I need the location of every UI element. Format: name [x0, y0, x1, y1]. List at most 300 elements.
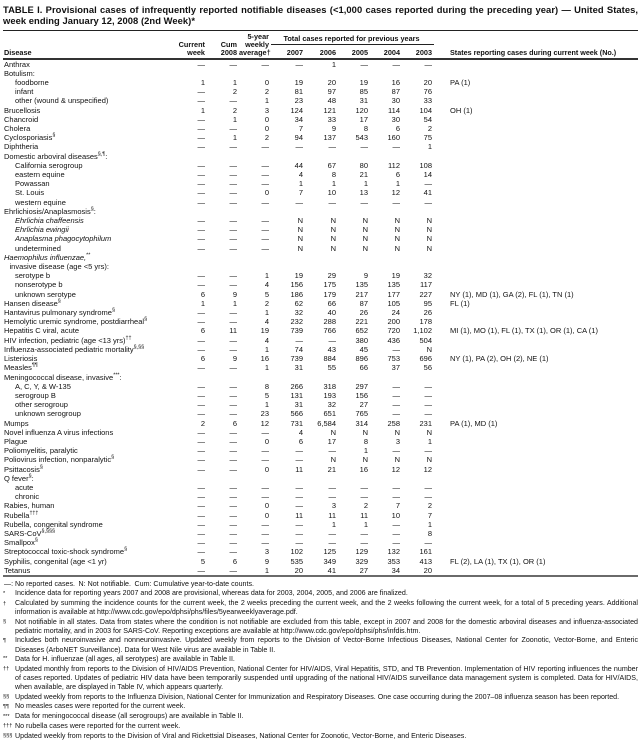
value-cell: —: [261, 179, 269, 189]
value-cell: 23: [294, 96, 303, 106]
footnote: [3, 712, 638, 722]
states-cell: [434, 474, 638, 483]
states-cell: [434, 529, 638, 538]
value-cell: 7: [298, 188, 303, 198]
value-cell: [271, 152, 305, 161]
value-cell: 137: [323, 133, 336, 143]
col-header-states-reporting: States reporting cases during current week (No.): [450, 47, 617, 57]
value-cell: [175, 207, 207, 216]
disease-cell: California serogroup: [15, 160, 83, 170]
value-cell: N: [426, 225, 433, 235]
states-cell: [434, 446, 638, 455]
states-cell: [434, 207, 638, 216]
value-cell: 11: [295, 510, 303, 520]
footnote-text: Not notifiable in all states. Data from states where the condition is not notifiable are excluded from this table, except in 2007 and 2008 for the domestic arboviral diseases and influenza-associated pediatric mortality, and in 2003 for SARS-CoV. Reporting exceptions are available at http://www.cdc.gov/epo/dphsi/phs/infdis.htm.: [15, 617, 638, 635]
disease-cell: Anthrax: [4, 59, 30, 69]
value-cell: —: [424, 492, 433, 502]
value-cell: —: [261, 492, 269, 502]
disease-cell: acute: [15, 482, 34, 492]
states-cell: [434, 198, 638, 207]
value-cell: 132: [387, 547, 400, 557]
value-cell: N: [330, 427, 336, 437]
value-cell: 8: [264, 381, 269, 391]
value-cell: [370, 253, 402, 262]
disease-cell: Hantavirus pulmonary syndrome§: [4, 307, 115, 318]
value-cell: [175, 253, 207, 262]
value-cell: 37: [391, 363, 400, 373]
value-cell: —: [229, 565, 237, 575]
value-cell: —: [424, 409, 433, 419]
footnote-symbol: ††: [3, 666, 10, 673]
value-cell: —: [360, 482, 368, 492]
value-cell: 11: [229, 326, 237, 336]
table-title: TABLE I. Provisional cases of infrequently reported notifiable diseases (<1,000 cases reported during the preceding year) — United States, week ending January 12, 2008 (2nd Week)*: [3, 4, 638, 27]
footnotes: [3, 580, 638, 742]
value-cell: —: [360, 142, 368, 152]
value-cell: 1: [331, 519, 336, 529]
value-cell: 651: [323, 409, 336, 419]
value-cell: 156: [355, 390, 368, 400]
value-cell: —: [424, 59, 433, 69]
value-cell: —: [424, 390, 433, 400]
value-cell: N: [426, 243, 433, 253]
value-cell: 1: [264, 344, 269, 354]
value-cell: 696: [419, 354, 433, 364]
states-cell: [434, 271, 638, 280]
states-cell: [434, 152, 638, 161]
states-cell: [434, 124, 638, 133]
value-cell: 175: [323, 280, 336, 290]
footnote-text: Includes both neuroinvasive and nonneuroinvasive. Updated weekly from reports to the Division of Vector-Borne Infectious Diseases, National Center for Zoonotic, Vector-Borne, and Enteric Diseases (ArboNET Surveillance). Data for West Nile virus are available in Table II.: [15, 636, 638, 654]
states-cell: [434, 373, 638, 382]
value-cell: N: [394, 243, 400, 253]
disease-cell: Hansen disease§: [4, 298, 61, 308]
value-cell: 3: [264, 547, 269, 557]
value-cell: —: [229, 197, 237, 207]
value-cell: [305, 207, 338, 216]
value-cell: 2: [264, 133, 269, 143]
value-cell: 87: [391, 87, 400, 97]
states-cell: [434, 308, 638, 317]
value-cell: —: [424, 400, 433, 410]
value-cell: —: [229, 363, 237, 373]
value-cell: —: [229, 501, 237, 511]
value-cell: 4: [264, 317, 269, 327]
footnote: [3, 702, 638, 712]
value-cell: —: [229, 59, 237, 69]
value-cell: [175, 152, 207, 161]
value-cell: 731: [290, 418, 303, 428]
table-row: [3, 96, 638, 105]
value-cell: 67: [327, 160, 336, 170]
disease-cell: Ehrlichia ewingii: [15, 225, 69, 235]
value-cell: —: [229, 188, 237, 198]
value-cell: [338, 474, 370, 483]
value-cell: 6: [298, 436, 303, 446]
value-cell: 3: [395, 436, 400, 446]
value-cell: N: [297, 216, 303, 226]
value-cell: —: [261, 519, 269, 529]
value-cell: —: [197, 482, 205, 492]
disease-cell: Meningococcal disease, invasive***:: [4, 372, 122, 382]
value-cell: 5: [264, 289, 269, 299]
value-cell: 156: [290, 280, 303, 290]
value-cell: [338, 207, 370, 216]
value-cell: [175, 262, 207, 271]
states-cell: [434, 234, 638, 243]
value-cell: 2: [264, 298, 269, 308]
value-cell: N: [362, 455, 368, 465]
table-row: [3, 419, 638, 428]
disease-cell: A, C, Y, & W-135: [15, 381, 71, 391]
value-cell: 766: [323, 326, 336, 336]
value-cell: 27: [359, 565, 368, 575]
disease-cell: other serogroup: [15, 400, 68, 410]
value-cell: 161: [419, 547, 433, 557]
states-cell: [434, 566, 638, 576]
disease-cell: foodborne: [15, 78, 49, 87]
value-cell: —: [229, 124, 237, 134]
value-cell: 81: [294, 87, 303, 97]
value-cell: [338, 262, 370, 271]
value-cell: —: [229, 547, 237, 557]
value-cell: 45: [359, 344, 368, 354]
value-cell: —: [197, 510, 205, 520]
table-row: [3, 363, 638, 372]
value-cell: [207, 152, 239, 161]
value-cell: 97: [327, 87, 336, 97]
value-cell: 535: [290, 556, 303, 566]
value-cell: 8: [427, 528, 433, 538]
value-cell: 12: [260, 418, 269, 428]
footnote-symbol: †††: [3, 723, 13, 730]
disease-cell: HIV infection, pediatric (age <13 yrs)††: [4, 335, 132, 345]
value-cell: —: [229, 243, 237, 253]
table-row: [3, 253, 638, 262]
value-cell: 20: [294, 565, 303, 575]
value-cell: 543: [355, 133, 368, 143]
value-cell: 41: [327, 565, 336, 575]
states-cell: [434, 262, 638, 271]
value-cell: 26: [359, 308, 368, 318]
disease-cell: serogroup B: [15, 390, 56, 400]
value-cell: [207, 474, 239, 483]
value-cell: —: [295, 528, 303, 538]
table-header: [3, 30, 638, 59]
value-cell: 6,584: [317, 418, 336, 428]
footnote-text: Updated weekly from reports to the Influenza Division, National Center for Immunization and Respiratory Diseases. One case occurring during the 2007–08 influenza season has been reported.: [15, 692, 620, 701]
value-cell: 80: [359, 160, 368, 170]
value-cell: [370, 474, 402, 483]
table-row: [3, 152, 638, 161]
value-cell: —: [295, 142, 303, 152]
disease-cell: eastern equine: [15, 170, 65, 180]
footnote-symbol: ¶¶: [3, 703, 10, 710]
value-cell: 1: [264, 271, 269, 281]
value-cell: [239, 262, 271, 271]
value-cell: —: [392, 519, 400, 529]
value-cell: 31: [359, 96, 368, 106]
value-cell: [207, 373, 239, 382]
value-cell: —: [360, 528, 368, 538]
value-cell: —: [392, 197, 400, 207]
value-cell: —: [229, 427, 237, 437]
value-cell: 114: [388, 105, 400, 115]
value-cell: 75: [423, 133, 433, 143]
table-row: [3, 69, 638, 78]
value-cell: —: [197, 409, 205, 419]
value-cell: —: [295, 501, 303, 511]
footnote: [3, 589, 638, 599]
disease-cell: Ehrlichia chaffeensis: [15, 216, 84, 226]
value-cell: 504: [419, 335, 433, 345]
value-cell: 2: [427, 124, 433, 134]
footnote-text: Data for meningococcal disease (all serogroups) are available in Table II.: [15, 712, 244, 721]
value-cell: 1: [264, 565, 269, 575]
disease-cell: Brucellosis: [4, 105, 41, 115]
value-cell: 56: [423, 363, 433, 373]
value-cell: 23: [260, 409, 269, 419]
states-cell: [434, 492, 638, 501]
value-cell: 11: [360, 510, 368, 520]
states-cell: [434, 317, 638, 326]
value-cell: 121: [323, 105, 336, 115]
value-cell: —: [229, 317, 237, 327]
table-row: [3, 465, 638, 474]
table-row: [3, 216, 638, 225]
disease-cell: Diphtheria: [4, 142, 39, 152]
footnote-symbol: †: [3, 600, 7, 607]
disease-cell: Chancroid: [4, 114, 39, 124]
footnote: [3, 722, 638, 732]
value-cell: 258: [387, 418, 400, 428]
value-cell: 16: [260, 354, 269, 364]
value-cell: —: [424, 381, 433, 391]
value-cell: [305, 69, 338, 78]
value-cell: —: [197, 243, 205, 253]
disease-cell: Q fever§:: [4, 473, 34, 483]
value-cell: 54: [423, 114, 433, 124]
disease-cell: Hepatitis C viral, acute: [4, 326, 80, 336]
value-cell: —: [295, 519, 303, 529]
footnote-text: Incidence data for reporting years 2007 and 2008 are provisional, whereas data for 2003, 2004, 2005, and 2006 are finalized.: [15, 589, 408, 598]
value-cell: 9: [363, 271, 368, 281]
value-cell: 95: [423, 298, 433, 308]
value-cell: —: [261, 538, 269, 548]
footnote: [3, 732, 638, 742]
table-row: [3, 354, 638, 363]
disease-cell: Measles¶¶: [4, 362, 38, 373]
value-cell: —: [261, 197, 269, 207]
value-cell: [207, 253, 239, 262]
value-cell: 12: [423, 464, 433, 474]
value-cell: 24: [391, 308, 400, 318]
value-cell: —: [229, 436, 237, 446]
value-cell: —: [392, 344, 400, 354]
value-cell: —: [295, 492, 303, 502]
value-cell: —: [229, 160, 237, 170]
value-cell: —: [328, 142, 336, 152]
states-cell: [434, 391, 638, 400]
value-cell: 765: [355, 409, 368, 419]
value-cell: 884: [323, 354, 336, 364]
disease-cell: Streptococcal toxic-shock syndrome§: [4, 546, 128, 557]
value-cell: [370, 262, 402, 271]
value-cell: 1: [427, 142, 433, 152]
value-cell: —: [197, 344, 205, 354]
value-cell: —: [392, 142, 400, 152]
table-row: [3, 400, 638, 409]
value-cell: —: [229, 335, 237, 345]
value-cell: —: [197, 114, 205, 124]
col-header-cum-2008: Cum 2008: [220, 39, 237, 57]
value-cell: —: [328, 482, 336, 492]
footnote-legend: —: No reported cases. N: Not notifiable. Cum: Cumulative year-to-date counts.: [4, 579, 254, 588]
value-cell: N: [330, 216, 336, 226]
footnote-symbol: ***: [3, 713, 10, 720]
value-cell: 7: [298, 124, 303, 134]
value-cell: 33: [423, 96, 433, 106]
value-cell: [175, 69, 207, 78]
value-cell: —: [229, 455, 237, 465]
value-cell: 17: [359, 114, 368, 124]
table-row: [3, 225, 638, 234]
value-cell: [271, 373, 305, 382]
value-cell: —: [197, 446, 205, 456]
value-cell: 8: [363, 436, 368, 446]
value-cell: [239, 152, 271, 161]
value-cell: 62: [294, 298, 303, 308]
value-cell: [338, 253, 370, 262]
value-cell: N: [394, 225, 400, 235]
value-cell: 43: [327, 344, 336, 354]
value-cell: —: [261, 427, 269, 437]
disease-cell: Syphilis, congenital (age <1 yr): [4, 556, 107, 566]
value-cell: 231: [419, 418, 433, 428]
value-cell: 17: [327, 436, 336, 446]
value-cell: N: [330, 243, 336, 253]
value-cell: N: [394, 234, 400, 244]
value-cell: 217: [355, 289, 368, 299]
states-cell: [434, 400, 638, 409]
value-cell: —: [197, 179, 205, 189]
value-cell: 3: [264, 105, 269, 115]
value-cell: [305, 373, 338, 382]
states-cell: PA (1): [450, 78, 471, 87]
table-row: [3, 198, 638, 207]
states-cell: [434, 336, 638, 345]
value-cell: —: [392, 59, 400, 69]
states-cell: [434, 520, 638, 529]
value-cell: 7: [427, 510, 433, 520]
value-cell: 32: [294, 308, 303, 318]
value-cell: —: [229, 538, 237, 548]
states-cell: [434, 225, 638, 234]
value-cell: —: [261, 59, 269, 69]
states-cell: [434, 280, 638, 289]
value-cell: 8: [363, 124, 368, 134]
value-cell: 1: [427, 436, 433, 446]
footnote-text: No measles cases were reported for the current week.: [15, 702, 186, 711]
value-cell: 32: [423, 271, 433, 281]
value-cell: 7: [395, 501, 400, 511]
value-cell: 227: [419, 289, 433, 299]
value-cell: N: [362, 225, 368, 235]
value-cell: —: [392, 390, 400, 400]
table-row: [3, 188, 638, 197]
value-cell: 6: [200, 326, 205, 336]
value-cell: 179: [323, 289, 336, 299]
value-cell: —: [424, 538, 433, 548]
value-cell: —: [328, 335, 336, 345]
value-cell: 105: [387, 298, 400, 308]
value-cell: 5: [200, 556, 205, 566]
value-cell: 1: [363, 519, 368, 529]
value-cell: 31: [294, 400, 303, 410]
value-cell: 1: [200, 78, 205, 87]
value-cell: —: [295, 455, 303, 465]
value-cell: —: [392, 400, 400, 410]
value-cell: 120: [355, 105, 368, 115]
table-row: [3, 59, 638, 69]
table-row: [3, 345, 638, 354]
value-cell: 2: [232, 105, 237, 115]
value-cell: 0: [264, 114, 269, 124]
value-cell: —: [197, 538, 205, 548]
value-cell: [402, 253, 434, 262]
value-cell: 31: [294, 363, 303, 373]
value-cell: 20: [423, 78, 433, 87]
disease-cell: Poliovirus infection, nonparalytic§: [4, 454, 115, 465]
disease-cell: Psittacosis§: [4, 464, 43, 474]
table-row: [3, 326, 638, 335]
value-cell: 9: [331, 124, 336, 134]
disease-cell: nonserotype b: [15, 280, 63, 290]
value-cell: N: [394, 455, 400, 465]
notifiable-diseases-table: [3, 30, 638, 577]
footnote-symbol: ¶: [3, 637, 7, 644]
value-cell: [305, 152, 338, 161]
disease-cell: Mumps: [4, 418, 29, 428]
value-cell: [207, 262, 239, 271]
value-cell: —: [295, 446, 303, 456]
value-cell: [271, 474, 305, 483]
table-row: [3, 483, 638, 492]
value-cell: —: [197, 501, 205, 511]
value-cell: 1: [363, 179, 368, 189]
value-cell: 0: [264, 188, 269, 198]
value-cell: 10: [391, 510, 400, 520]
col-header-disease: Disease: [4, 47, 32, 57]
value-cell: —: [197, 455, 205, 465]
footnote-symbol: **: [3, 656, 8, 663]
footnote-text: Updated weekly from reports to the Division of Viral and Rickettsial Diseases, National Center for Zoonotic, Vector-Borne, and Enteric Diseases.: [15, 731, 467, 740]
value-cell: 0: [264, 78, 269, 87]
value-cell: —: [197, 390, 205, 400]
value-cell: —: [229, 510, 237, 520]
value-cell: 104: [419, 105, 433, 115]
value-cell: —: [229, 216, 237, 226]
footnote: [3, 618, 638, 637]
value-cell: —: [229, 280, 237, 290]
value-cell: [271, 262, 305, 271]
disease-cell: Botulism:: [4, 68, 35, 78]
value-cell: —: [229, 179, 237, 189]
value-cell: —: [261, 170, 269, 180]
value-cell: 21: [327, 464, 336, 474]
value-cell: 413: [419, 556, 433, 566]
value-cell: 2: [264, 87, 269, 97]
